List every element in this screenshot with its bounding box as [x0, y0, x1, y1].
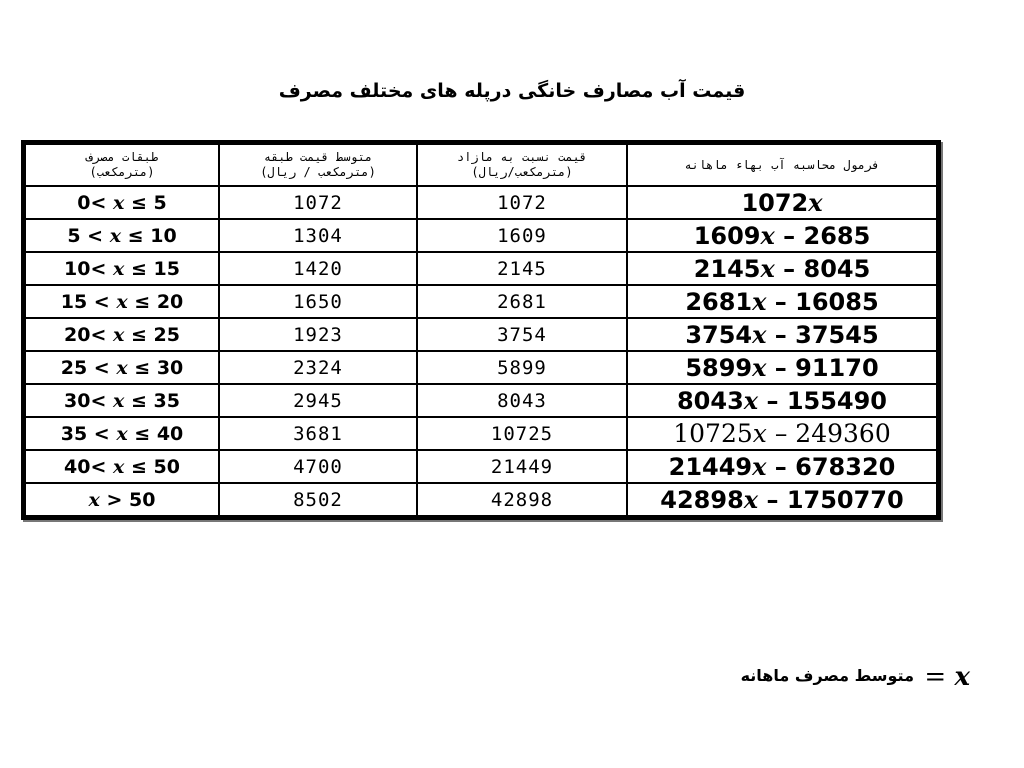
formula-coefficient: 5899	[685, 354, 753, 382]
range-lower: 15 <	[60, 290, 110, 313]
marginal-price-cell: 42898	[417, 483, 627, 516]
formula-variable: x	[752, 287, 767, 316]
range-operator: >	[106, 488, 123, 511]
note-equals: =	[924, 662, 947, 692]
consumption-range-cell	[25, 219, 219, 252]
table-row	[25, 219, 937, 252]
range-variable: x	[113, 323, 125, 346]
formula-constant: 249360	[795, 419, 891, 448]
range-upper: 50	[129, 488, 156, 511]
table-row	[25, 252, 937, 285]
formula-operator: –	[766, 486, 779, 514]
range-operator: ≤	[134, 422, 151, 445]
formula-cell	[627, 252, 937, 285]
range-lower: 0<	[77, 191, 107, 214]
consumption-range-cell	[25, 252, 219, 285]
formula-cell	[627, 417, 937, 450]
header-line: (مترمکعب/ریال)	[471, 165, 573, 179]
formula-cell	[627, 351, 937, 384]
formula-coefficient: 10725	[673, 419, 753, 448]
table-header-row	[25, 144, 937, 186]
formula-coefficient: 21449	[668, 453, 753, 481]
range-upper: 50	[153, 455, 180, 478]
range-operator: ≤	[130, 191, 147, 214]
average-price-cell: 3681	[219, 417, 417, 450]
formula-constant: 155490	[786, 387, 888, 415]
marginal-price-cell: 1609	[417, 219, 627, 252]
formula-operator: –	[774, 288, 787, 316]
formula-constant: 37545	[795, 321, 879, 349]
note-equation	[924, 662, 970, 692]
header-line: متوسط قیمت طبقه	[263, 150, 373, 164]
marginal-price-cell: 2681	[417, 285, 627, 318]
header-consumption-tier	[25, 144, 219, 186]
range-lower: 10<	[64, 257, 107, 280]
average-price-cell: 1072	[219, 186, 417, 219]
formula-cell	[627, 318, 937, 351]
formula-constant: 678320	[795, 453, 896, 481]
table-row	[25, 384, 937, 417]
range-operator: ≤	[134, 290, 151, 313]
range-operator: ≤	[130, 323, 147, 346]
header-line: فرمول محاسبه آب بهاء ماهانه	[684, 157, 880, 172]
table-row	[25, 483, 937, 516]
range-variable: x	[109, 224, 122, 247]
range-upper: 35	[153, 389, 180, 412]
marginal-price-cell: 3754	[417, 318, 627, 351]
average-price-cell: 1650	[219, 285, 417, 318]
range-operator: ≤	[130, 455, 147, 478]
average-price-cell: 2324	[219, 351, 417, 384]
marginal-price-cell: 5899	[417, 351, 627, 384]
range-upper: 25	[153, 323, 180, 346]
range-upper: 30	[156, 356, 184, 379]
range-variable: x	[88, 488, 100, 511]
average-price-cell: 1304	[219, 219, 417, 252]
formula-constant: 8045	[803, 255, 871, 283]
header-average-price	[219, 144, 417, 186]
note-variable: x	[954, 662, 970, 692]
average-price-cell: 4700	[219, 450, 417, 483]
formula-variable: x	[808, 188, 823, 217]
consumption-range-cell	[25, 450, 219, 483]
formula-coefficient: 3754	[685, 321, 753, 349]
range-lower: 35 <	[60, 422, 110, 445]
table-row	[25, 318, 937, 351]
marginal-price-cell: 1072	[417, 186, 627, 219]
tariff-table-frame	[21, 140, 941, 520]
formula-cell	[627, 186, 937, 219]
range-upper: 20	[156, 290, 184, 313]
formula-operator: –	[766, 387, 779, 415]
average-price-cell: 1420	[219, 252, 417, 285]
range-upper: 10	[150, 224, 177, 247]
consumption-range-cell	[25, 483, 219, 516]
formula-cell	[627, 384, 937, 417]
range-lower: 5 <	[67, 224, 104, 247]
range-variable: x	[116, 290, 128, 313]
range-operator: ≤	[130, 257, 147, 280]
formula-coefficient: 42898	[660, 486, 744, 514]
range-lower: 40<	[64, 455, 107, 478]
marginal-price-cell: 21449	[417, 450, 627, 483]
formula-constant: 91170	[795, 354, 879, 382]
formula-coefficient: 8043	[676, 387, 744, 415]
formula-cell	[627, 450, 937, 483]
average-price-cell: 1923	[219, 318, 417, 351]
range-variable: x	[113, 257, 125, 280]
header-line: (مترمکعب)	[89, 165, 155, 179]
range-variable: x	[113, 455, 125, 478]
range-upper: 15	[153, 257, 180, 280]
formula-coefficient: 2681	[685, 288, 753, 316]
range-lower: 30<	[64, 389, 107, 412]
formula-variable: x	[760, 254, 775, 283]
average-price-cell: 2945	[219, 384, 417, 417]
note-text: متوسط مصرف ماهانه	[740, 666, 914, 685]
formula-constant: 2685	[803, 222, 871, 250]
formula-variable: x	[743, 485, 759, 514]
formula-variable: x	[760, 221, 775, 250]
range-operator: ≤	[130, 389, 147, 412]
marginal-price-cell: 8043	[417, 384, 627, 417]
range-variable: x	[116, 422, 128, 445]
range-variable: x	[116, 356, 128, 379]
formula-operator: –	[783, 222, 796, 250]
marginal-price-cell: 10725	[417, 417, 627, 450]
range-variable: x	[113, 389, 125, 412]
range-operator: ≤	[127, 224, 144, 247]
range-upper: 5	[153, 191, 167, 214]
header-line: (مترمکعب / ریال)	[260, 165, 376, 179]
formula-variable: x	[752, 452, 767, 481]
range-variable: x	[113, 191, 125, 214]
formula-variable: x	[752, 320, 767, 349]
formula-cell	[627, 483, 937, 516]
table-row	[25, 351, 937, 384]
formula-cell	[627, 219, 937, 252]
page-title: قیمت آب مصارف خانگی درپله های مختلف مصرف	[278, 80, 746, 102]
range-lower: 25 <	[60, 356, 110, 379]
average-price-cell: 8502	[219, 483, 417, 516]
range-upper: 40	[156, 422, 184, 445]
formula-constant: 16085	[795, 288, 879, 316]
formula-constant: 1750770	[786, 486, 904, 514]
tariff-table-body	[25, 186, 937, 516]
header-line: قیمت نسبت به مازاد	[456, 150, 588, 164]
range-operator: ≤	[134, 356, 151, 379]
consumption-range-cell	[25, 186, 219, 219]
formula-cell	[627, 285, 937, 318]
consumption-range-cell	[25, 384, 219, 417]
formula-coefficient: 1072	[741, 189, 809, 217]
tariff-table	[24, 143, 938, 517]
formula-operator: –	[774, 321, 787, 349]
formula-variable: x	[752, 353, 767, 382]
table-row	[25, 450, 937, 483]
formula-variable: x	[752, 419, 767, 448]
table-row	[25, 186, 937, 219]
consumption-range-cell	[25, 351, 219, 384]
range-lower: 20<	[64, 323, 107, 346]
consumption-range-cell	[25, 285, 219, 318]
header-formula	[627, 144, 937, 186]
formula-operator: –	[783, 255, 796, 283]
header-line: طبقات مصرف	[85, 150, 159, 164]
formula-operator: –	[774, 354, 787, 382]
formula-variable: x	[743, 386, 759, 415]
table-row	[25, 417, 937, 450]
consumption-range-cell	[25, 417, 219, 450]
table-row	[25, 285, 937, 318]
marginal-price-cell: 2145	[417, 252, 627, 285]
header-marginal-price	[417, 144, 627, 186]
formula-operator: –	[774, 453, 787, 481]
formula-operator: –	[774, 419, 788, 448]
variable-definition-note	[740, 662, 970, 698]
formula-coefficient: 2145	[693, 255, 761, 283]
formula-coefficient: 1609	[693, 222, 761, 250]
consumption-range-cell	[25, 318, 219, 351]
